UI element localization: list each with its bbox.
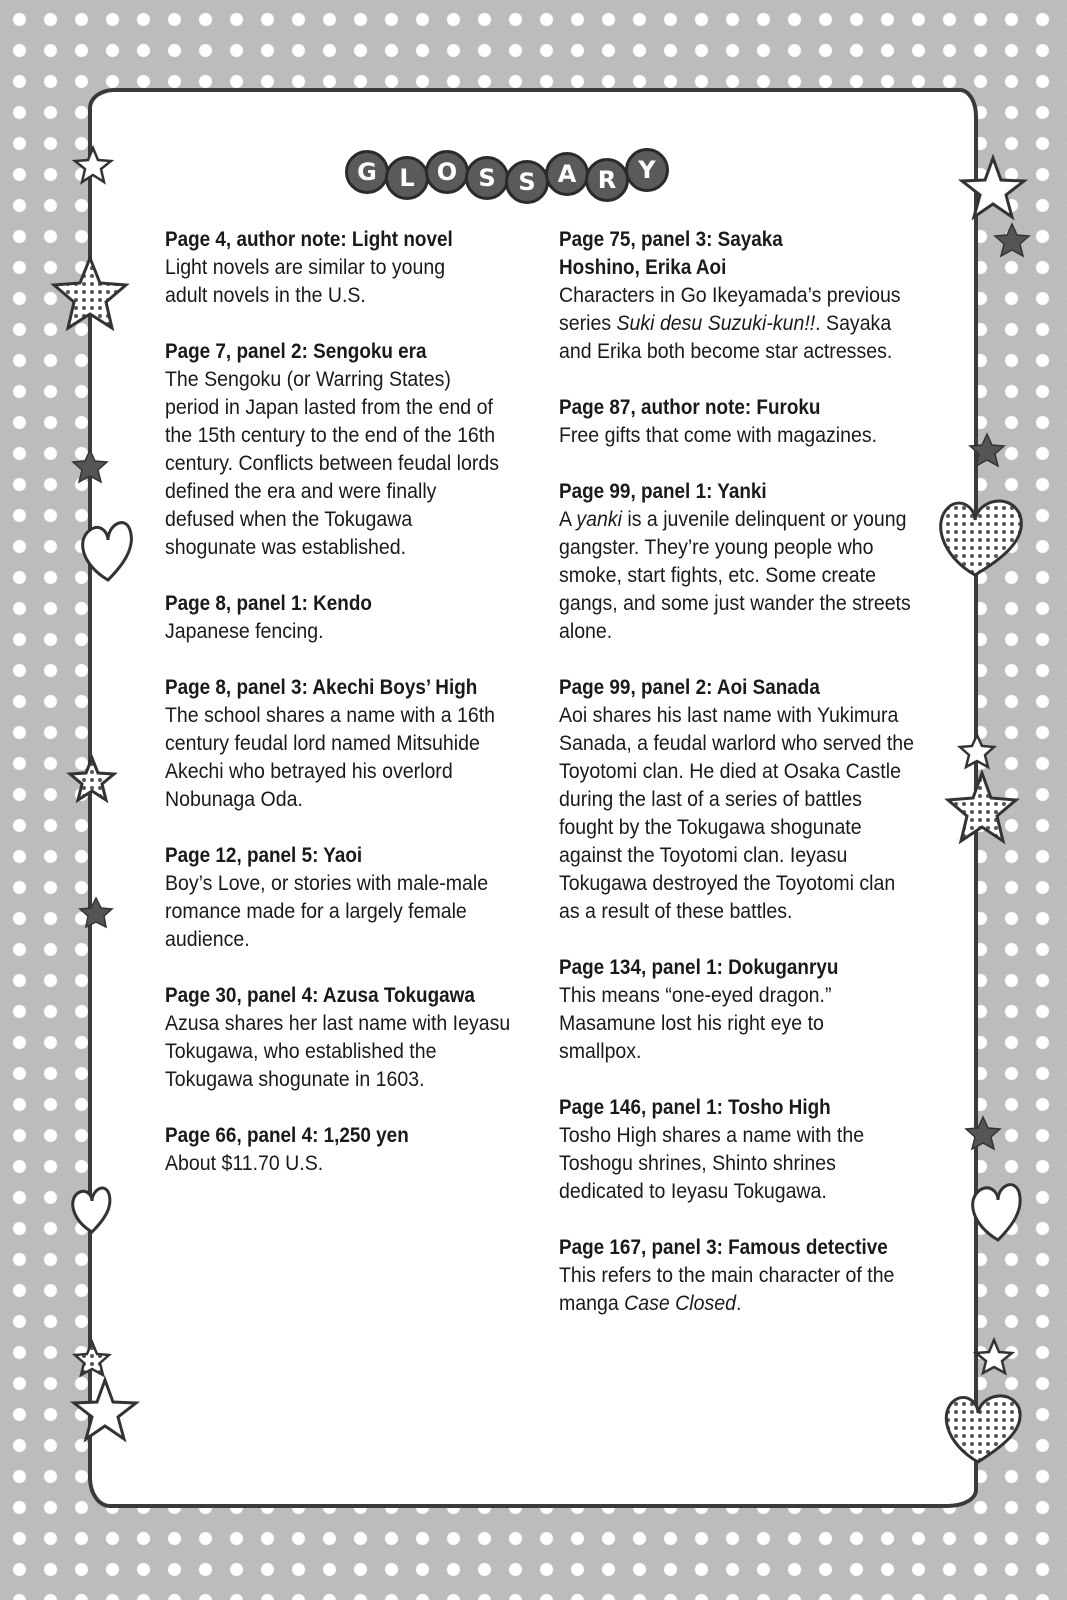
entry-text: Boy’s Love, or stories with male-male romance made for a largely female audience. [165,872,489,951]
entry-heading: Page 134, panel 1: Dokuganryu [559,956,839,979]
entry-text: Japanese fencing. [165,620,324,643]
title-letter: R [585,158,629,202]
entry-text: This means “one-eyed dragon.” Masamune lost his right eye to smallpox. [559,984,832,1063]
entry-text: Tosho High shares a name with the Toshogu shrines, Shinto shrines dedicated to Ieyasu Tokugawa. [559,1124,865,1203]
entry-heading: Page 167, panel 3: Famous detective [559,1236,888,1259]
entry-text [559,1262,917,1318]
entry-text [559,282,903,366]
entry-text-part: A [559,508,577,531]
glossary-title [345,138,715,202]
glossary-entry [165,1122,525,1178]
star-outline-icon [976,1340,1012,1373]
entry-heading: Page 30, panel 4: Azusa Tokugawa [165,984,475,1007]
entry-text: The Sengoku (or Warring States) period in Japan lasted from the end of the 15th century to the end of the 16th century. Conflicts between feudal lords defined the era and were finally defused when the Tokugawa shogunate was established. [165,368,500,559]
title-letter: G [345,150,389,194]
entry-text: The school shares a name with a 16th century feudal lord named Mitsuhide Akechi who betrayed his overlord Nobunaga Oda. [165,704,496,811]
title-letter: O [425,150,469,194]
entry-heading: Page 75, panel 3: Sayaka Hoshino, Erika Aoi [559,228,783,279]
glossary-entry [165,226,525,310]
entry-text-italic: yanki [576,508,622,531]
glossary-entry [559,674,939,926]
glossary-entry [559,394,939,450]
glossary-entry [165,338,525,562]
glossary-left-column [165,226,525,1206]
entry-heading: Page 66, panel 4: 1,250 yen [165,1124,409,1147]
entry-heading: Page 4, author note: Light novel [165,228,453,251]
glossary-right-column [559,226,939,1346]
glossary-entry [559,226,939,366]
title-letter: S [505,160,549,204]
entry-text: Azusa shares her last name with Ieyasu Tokugawa, who established the Tokugawa shogunate in 1603. [165,1012,511,1091]
star-dark-icon [995,224,1029,256]
entry-heading: Page 8, panel 1: Kendo [165,592,372,615]
title-letter: L [385,156,429,200]
entry-text-part: is a juvenile delinquent or young gangster. They’re young people who smoke, start fights, etc. Some create gangs, and some just wander the streets alone. [559,508,911,643]
glossary-entry [165,982,525,1094]
entry-heading: Page 7, panel 2: Sengoku era [165,340,427,363]
glossary-entry [559,954,939,1066]
entry-text-part: . [735,1292,742,1315]
heart-outline-icon [973,1185,1021,1240]
entry-heading: Page 8, panel 3: Akechi Boys’ High [165,676,478,699]
title-letter: S [465,156,509,200]
entry-text: Light novels are similar to young adult novels in the U.S. [165,256,446,307]
entry-text-italic: Case Closed [624,1292,736,1315]
glossary-entry [165,590,525,646]
entry-text: About $11.70 U.S. [165,1152,324,1175]
entry-heading: Page 87, author note: Furoku [559,396,821,419]
entry-text-part: Characters in Go Ikeyamada’s previous series [559,284,901,335]
title-letter: A [545,152,589,196]
entry-text-italic: Suki desu Suzuki-kun!! [616,312,816,335]
title-letter: Y [625,148,669,192]
entry-text: Aoi shares his last name with Yukimura Sanada, a feudal warlord who served the Toyotomi clan. He died at Osaka Castle during the last of a series of battles fought by the Tokugawa shogunate against the Toyotomi clan. Ieyasu Tokugawa destroyed the Toyotomi clan as a result of these battles. [559,704,915,923]
glossary-entry [559,1094,939,1206]
glossary-entry [559,1234,939,1318]
glossary-entry [165,674,525,814]
entry-heading: Page 99, panel 1: Yanki [559,480,767,503]
entry-text-part: This refers to the main character of the manga [559,1264,895,1315]
glossary-entry [559,478,939,646]
entry-heading: Page 12, panel 5: Yaoi [165,844,363,867]
entry-heading: Page 146, panel 1: Tosho High [559,1096,831,1119]
entry-heading: Page 99, panel 2: Aoi Sanada [559,676,820,699]
entry-text-part: . Sayaka and Erika both become star actresses. [559,312,893,363]
glossary-entry [165,842,525,954]
entry-text [559,506,917,646]
entry-text: Free gifts that come with magazines. [559,424,878,447]
